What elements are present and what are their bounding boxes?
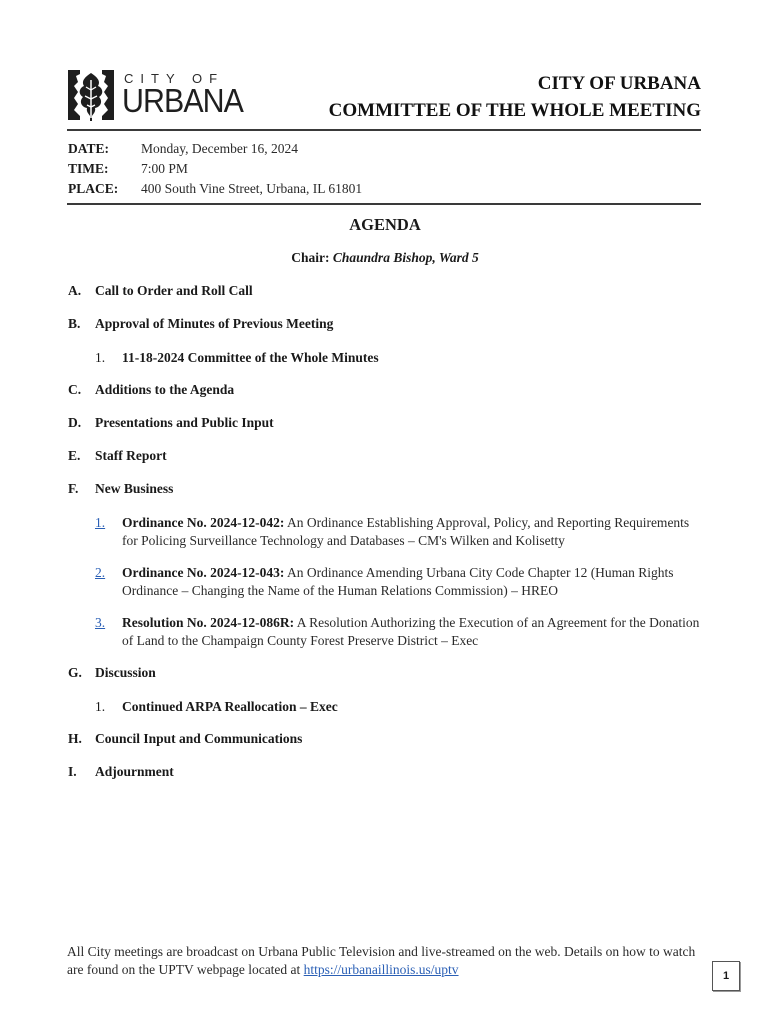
time-value: 7:00 PM [141,161,188,176]
details-divider [67,203,701,205]
section-letter: F. [68,481,79,496]
minutes-item [95,349,705,367]
header-divider [67,129,701,131]
section-letter: H. [68,731,82,746]
title-line-meeting: COMMITTEE OF THE WHOLE MEETING [328,100,701,121]
section-b [68,316,333,332]
logo-city-of-text: CITY OF [124,71,225,86]
section-f [68,481,173,497]
oak-leaf-logo-icon [66,68,116,122]
section-e [68,448,167,464]
agenda-heading: AGENDA [349,215,421,234]
city-of-urbana-logo [66,68,252,124]
section-letter: A. [68,283,82,298]
chair-line [0,250,770,266]
chair-label: Chair: [291,250,330,265]
document-title [329,70,701,124]
page-number: 1 [712,961,740,991]
section-label: Call to Order and Roll Call [95,283,253,298]
item-title: Ordinance No. 2024-12-042: [122,515,285,530]
section-letter: I. [68,764,77,779]
section-letter: D. [68,415,82,430]
meeting-details [68,139,362,199]
section-letter: C. [68,382,82,397]
section-a [68,283,253,299]
new-business-item-2 [95,564,705,600]
logo-urbana-text: URBANA [122,82,244,119]
time-label: TIME: [68,161,109,176]
section-label: Adjournment [95,764,174,779]
section-label: Approval of Minutes of Previous Meeting [95,316,334,331]
section-letter: E. [68,448,81,463]
section-label: Presentations and Public Input [95,415,274,430]
section-d [68,415,274,431]
item-1-link[interactable]: 1. [95,515,106,530]
item-title: Resolution No. 2024-12-086R: [122,615,295,630]
item-description: An Ordinance Amending Urbana City Code Chapter 12 (Human Rights Ordinance – Changing the Name of the Human Relations Commission) – HREO [122,565,674,598]
place-label: PLACE: [68,181,119,196]
date-value: Monday, December 16, 2024 [141,141,298,156]
item-description: A Resolution Authorizing the Execution of an Agreement for the Donation of Land to the Champaign County Forest Preserve District – Exec [122,615,700,648]
date-label: DATE: [68,141,110,156]
item-title: Continued ARPA Reallocation – Exec [122,699,338,714]
uptv-link[interactable]: https://urbanaillinois.us/uptv [303,962,459,977]
time-row [68,159,362,179]
section-label: Staff Report [95,448,167,463]
section-label: Council Input and Communications [95,731,303,746]
date-row [68,139,362,159]
item-3-link[interactable]: 3. [95,615,106,630]
section-i [68,764,174,780]
section-label: New Business [95,481,174,496]
item-number: 1. [95,350,106,365]
place-row [68,179,362,199]
item-number: 1. [95,699,106,714]
section-h [68,731,302,747]
section-letter: G. [68,665,82,680]
item-title: Ordinance No. 2024-12-043: [122,565,285,580]
item-description: An Ordinance Establishing Approval, Policy, and Reporting Requirements for Policing Surveillance Technology and Databases – CM's Wilken and Kolisetty [122,515,690,548]
section-c [68,382,234,398]
section-letter: B. [68,316,81,331]
section-g [68,665,156,681]
new-business-item-1 [95,514,705,550]
new-business-item-3 [95,614,705,650]
chair-name: Chaundra Bishop, Ward 5 [332,250,479,265]
title-line-city: CITY OF URBANA [537,73,701,94]
discussion-item-1 [95,698,705,716]
broadcast-notice [67,943,707,979]
broadcast-notice-text: All City meetings are broadcast on Urbana Public Television and live-streamed on the web. Details on how to watch are found on the UPTV webpage located at [67,944,696,977]
place-value: 400 South Vine Street, Urbana, IL 61801 [141,181,363,196]
item-title: 11-18-2024 Committee of the Whole Minutes [122,350,379,365]
item-2-link[interactable]: 2. [95,565,106,580]
section-label: Additions to the Agenda [95,382,235,397]
section-label: Discussion [95,665,156,680]
